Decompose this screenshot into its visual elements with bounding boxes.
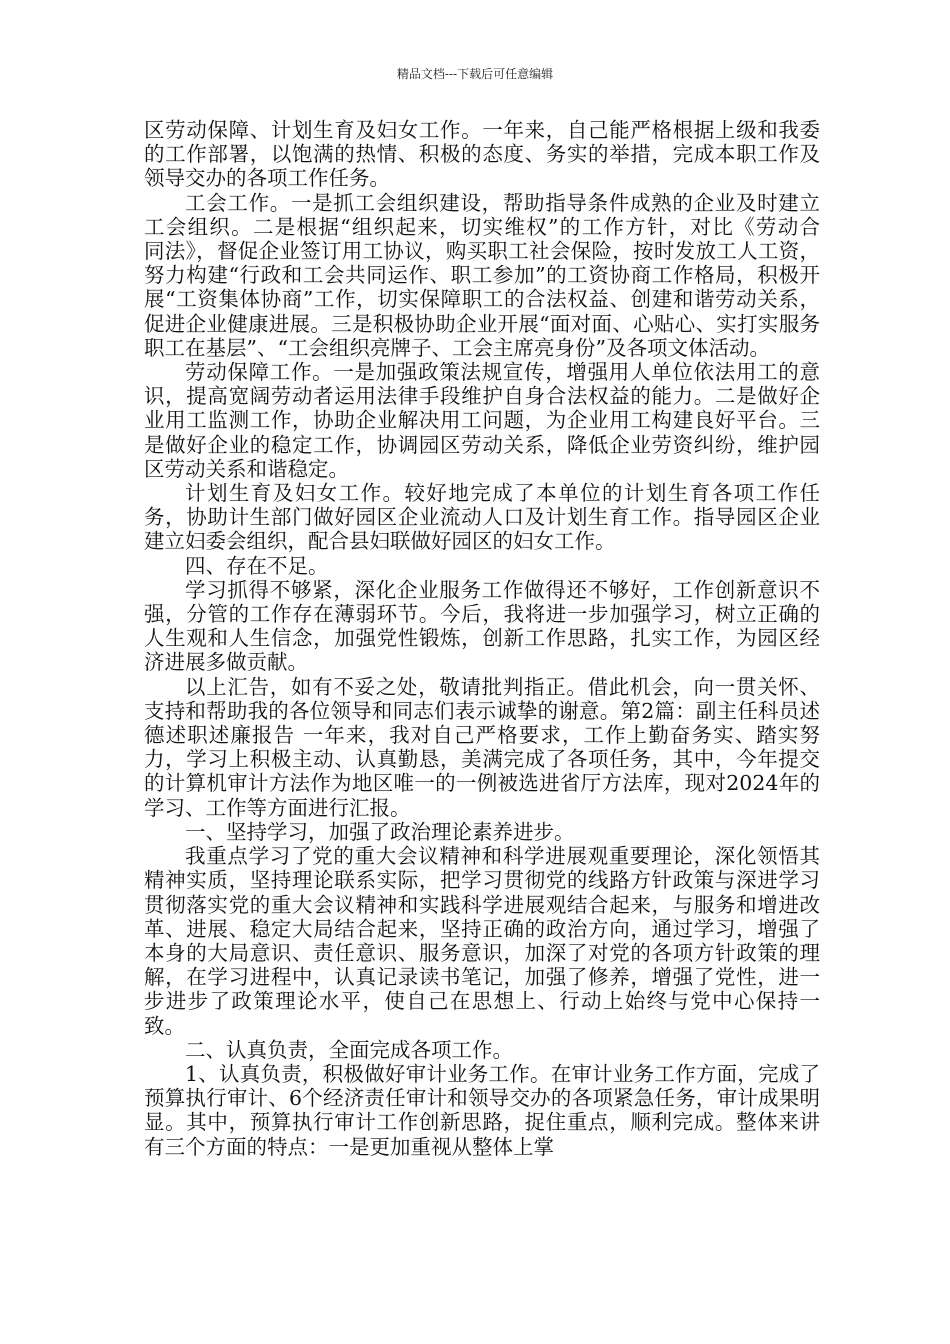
paragraph-closing-and-part2: 以上汇告，如有不妥之处，敬请批判指正。借此机会，向一贯关怀、支持和帮助我的各位领导和同志们表示诚挚的谢意。第2篇：副主任科员述德述职述廉报告 一年来，我对自己严格要求，工作上勤奋务实、踏实努力，学习上积极主动、认真勤恳，美满完成了各项任务，其中，今年提交的计算机审计方法作为地区唯一的一例被选进省厅方法库，现对2024年的学习、工作等方面进行汇报。	[144, 674, 820, 820]
paragraph-shortcomings: 学习抓得不够紧，深化企业服务工作做得还不够好，工作创新意识不强，分管的工作存在薄弱环节。今后，我将进一步加强学习，树立正确的人生观和人生信念，加强党性锻炼，创新工作思路，扎实工作，为园区经济进展多做贡献。	[144, 577, 820, 675]
paragraph-audit-work: 1、认真负责，积极做好审计业务工作。在审计业务工作方面，完成了预算执行审计、6个经济责任审计和领导交办的各项紧急任务，审计成果明显。其中，预算执行审计工作创新思路，捉住重点，顺利完成。整体来讲有三个方面的特点：一是更加重视从整体上掌	[144, 1061, 820, 1159]
paragraph-labor-security: 劳动保障工作。一是加强政策法规宣传，增强用人单位依法用工的意识，提高宽阔劳动者运用法律手段维护自身合法权益的能力。二是做好企业用工监测工作，协助企业解决用工问题，为企业用工构建良好平台。三是做好企业的稳定工作，协调园区劳动关系，降低企业劳资纠纷，维护园区劳动关系和谐稳定。	[144, 360, 820, 481]
paragraph-study: 我重点学习了党的重大会议精神和科学进展观重要理论，深化领悟其精神实质，坚持理论联系实际，把学习贯彻党的线路方针政策与深进学习贯彻落实党的重大会议精神和实践科学进展观结合起来，与服务和增进改革、进展、稳定大局结合起来，坚持正确的政治方向，通过学习，增强了本身的大局意识、责任意识、服务意识，加深了对党的各项方针政策的理解，在学习进程中，认真记录读书笔记，加强了修养，增强了党性，进一步进步了政策理论水平，使自己在思想上、行动上始终与党中心保持一致。	[144, 844, 820, 1038]
document-body	[144, 118, 841, 1159]
section-heading-shortcomings: 四、存在不足。	[185, 553, 329, 578]
section-heading-responsibility: 二、认真负责，全面完成各项工作。	[185, 1037, 513, 1062]
paragraph-intro: 区劳动保障、计划生育及妇女工作。一年来，自己能严格根据上级和我委的工作部署，以饱满的热情、积极的态度、务实的举措，完成本职工作及领导交办的各项工作任务。	[144, 118, 820, 191]
page-header: 精品文档---下载后可任意编辑	[396, 67, 554, 81]
paragraph-family-planning: 计划生育及妇女工作。较好地完成了本单位的计划生育各项工作任务，协助计生部门做好园区企业流动人口及计划生育工作。指导园区企业建立妇委会组织，配合县妇联做好园区的妇女工作。	[144, 481, 820, 554]
paragraph-union-work: 工会工作。一是抓工会组织建设，帮助指导条件成熟的企业及时建立工会组织。二是根据“组织起来，切实维权”的工作方针，对比《劳动合 同法》，督促企业签订用工协议，购买职工社会保险，按时发放工人工资，努力构建“行政和工会共同运作、职工参加”的工资协商工作格局，积极开展“工资集体协商”工作，切实保障职工的合法权益、创建和谐劳动关系，促进企业健康进展。三是积极协助企业开展“面对面、心贴心、实打实服务职工在基层”、“工会组织亮牌子、工会主席亮身份”及各项文体活动。	[144, 190, 841, 360]
section-heading-study: 一、坚持学习，加强了政治理论素养进步。	[185, 819, 575, 844]
